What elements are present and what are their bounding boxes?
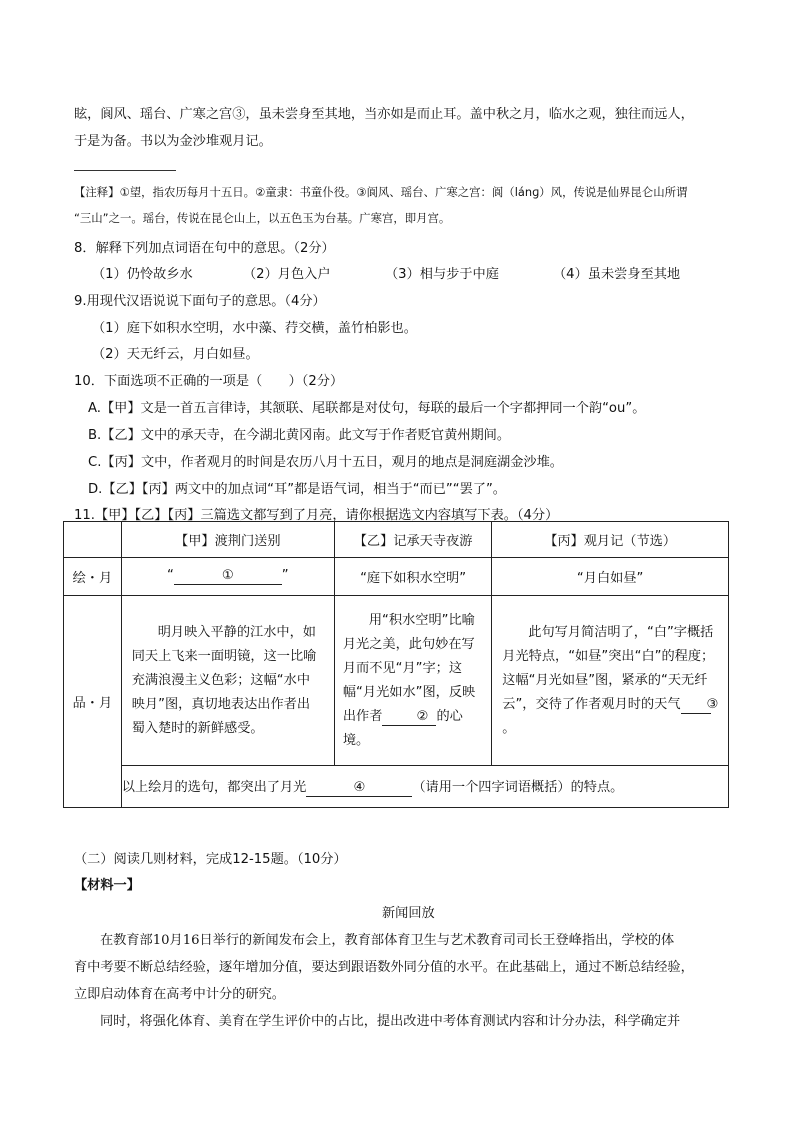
q10-option-a: A.【甲】文是一首五言律诗，其颔联、尾联都是对仗句，每联的最后一个字都押同一个韵“ou”。 — [88, 401, 646, 416]
analysis-bing-cell — [492, 596, 729, 766]
q8-item-2: （2）月色入户 — [243, 267, 331, 282]
q10-option-c: C.【丙】文中，作者观月的时间是农历八月十五日，观月的地点是洞庭湖金沙堆。 — [88, 455, 563, 470]
quote-bing: “月白如昼” — [492, 558, 729, 596]
row-label-draw-moon: 绘・月 — [64, 558, 122, 596]
quote-yi: “庭下如积水空明” — [334, 558, 491, 596]
header-yi: 【乙】记承天寺夜游 — [334, 522, 491, 558]
news-p2-line-1: 同时，将强化体育、美育在学生评价中的占比，提出改进中考体育测试内容和计分办法，科学确定并 — [100, 1014, 681, 1029]
blank-3-field[interactable] — [681, 696, 719, 714]
analysis-bing-text: 此句写月简洁明了，“白”字概括月光特点，“如昼”突出“白”的程度；这幅“月光如昼”图，紧承的“天无纤云”，交待了作者观月时的天气 — [502, 624, 715, 712]
header-jia: 【甲】渡荆门送别 — [121, 522, 334, 558]
notes-line-2: “三山”之一。瑶台，传说在昆仑山上，以五色玉为台基。广寒宫，即月宫。 — [74, 211, 451, 225]
summary-cell — [121, 766, 728, 808]
passage-line-2: 于是为备。书以为金沙堆观月记。 — [74, 134, 272, 149]
material-1-label: 【材料一】 — [74, 878, 140, 893]
blank-4-field[interactable] — [306, 780, 412, 797]
q9-sentence-2: （2）天无纤云，月白如昼。 — [92, 347, 259, 362]
news-p1-line-2: 育中考要不断总结经验，逐年增加分值，要达到跟语数外同分值的水平。在此基础上，通过不断总结经验， — [74, 960, 694, 975]
blank-3-mark: ③ — [706, 696, 719, 712]
q8-stem: 8．解释下列加点词语在句中的意思。（2分） — [74, 241, 335, 256]
q8-item-4: （4）虽未尝身至其地 — [553, 267, 681, 282]
blank-1-cell — [121, 558, 334, 596]
q9-stem: 9.用现代汉语说说下面句子的意思。（4分） — [74, 294, 326, 309]
analysis-yi-text: 用“积水空明”比喻月光之美，此句妙在写月而不见“月”字；这幅“月光如水”图，反映出作者 — [342, 612, 476, 724]
q8-item-1: （1）仍怜故乡水 — [92, 267, 193, 282]
blank-2-field[interactable] — [382, 709, 436, 726]
blank-4-mark: ④ — [353, 780, 366, 795]
q10-option-d: D.【乙】【丙】两文中的加点词“耳”都是语气词，相当于“而已”“罢了”。 — [88, 482, 506, 497]
analysis-yi-end: 的心境。 — [342, 708, 463, 748]
news-title: 新闻回放 — [382, 906, 435, 921]
blank-2-mark: ② — [416, 708, 429, 724]
blank-1-field[interactable] — [174, 568, 282, 585]
header-bing: 【丙】观月记（节选） — [492, 522, 729, 558]
news-p1-line-1: 在教育部10月16日举行的新闻发布会上，教育部体育卫生与艺术教育司司长王登峰指出，学校的体 — [100, 933, 675, 948]
q10-stem: 10．下面选项不正确的一项是（ ）（2分） — [74, 374, 344, 389]
q11-stem: 11.【甲】【乙】【丙】三篇选文都写到了月亮，请你根据选文内容填写下表。（4分） — [74, 508, 559, 523]
blank-1-open-quote: “ — [166, 568, 174, 583]
analysis-bing — [492, 621, 728, 741]
summary-text: 以上绘月的选句，都突出了月光 — [121, 780, 307, 795]
q10-option-b: B.【乙】文中的承天寺，在今湖北黄冈南。此文写于作者贬官黄州期间。 — [88, 428, 511, 443]
summary-end: （请用一个四字词语概括）的特点。 — [412, 780, 624, 795]
q11-table — [63, 521, 729, 808]
q8-item-3: （3）相与步于中庭 — [385, 267, 499, 282]
passage-line-1: 眩，阆风、瑶台、广寒之宫③，虽未尝身至其地，当亦如是而止耳。盖中秋之月，临水之观，独往而远人， — [74, 107, 694, 122]
analysis-jia: 明月映入平静的江水中，如同天上飞来一面明镜，这一比喻充满浪漫主义色彩；这幅“水中映月”图，真切地表达出作者出蜀入楚时的新鲜感受。 — [131, 624, 317, 736]
section-2-heading: （二）阅读几则材料，完成12-15题。（10分） — [74, 852, 347, 867]
row-label-savor-moon: 品・月 — [64, 596, 122, 808]
news-p1-line-3: 立即启动体育在高考中计分的研究。 — [74, 987, 285, 1002]
analysis-jia-cell — [121, 596, 334, 766]
footnote-divider — [74, 170, 176, 171]
analysis-yi — [335, 609, 491, 753]
analysis-yi-cell — [334, 596, 491, 766]
analysis-bing-end: 。 — [502, 720, 516, 736]
blank-1-mark: ① — [221, 568, 234, 583]
notes-line-1: 【注释】①望，指农历每月十五日。②童隶：书童仆役。③阆风、瑶台、广寒之宫：阆（lánɡ）风，传说是仙界昆仑山所谓 — [74, 185, 688, 199]
blank-1-close-quote: ” — [281, 568, 289, 583]
header-corner — [64, 522, 122, 558]
q9-sentence-1: （1）庭下如积水空明，水中藻、荇交横，盖竹柏影也。 — [92, 321, 417, 336]
